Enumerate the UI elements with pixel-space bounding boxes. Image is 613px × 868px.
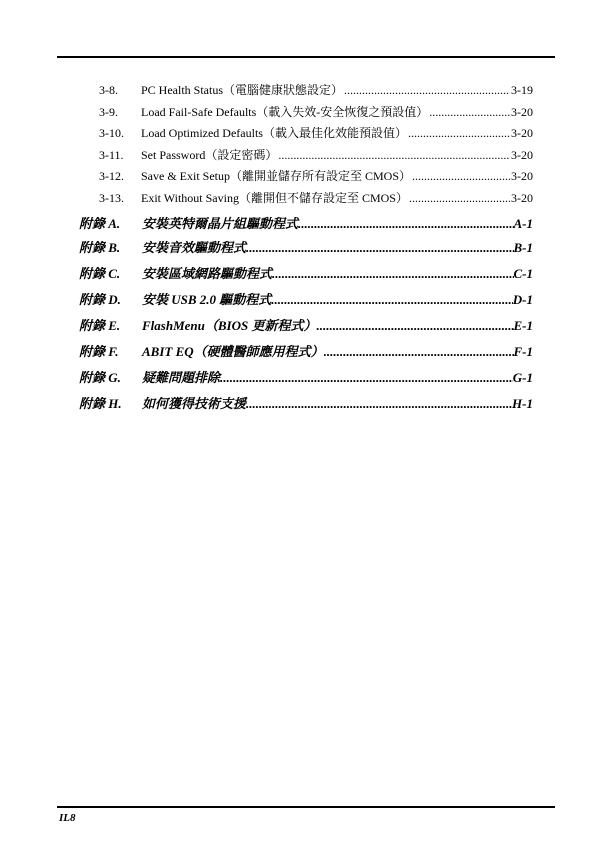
appendix-page: G-1 [512, 370, 533, 385]
toc-entry-title: Load Optimized Defaults（載入最佳化效能預設值） [141, 126, 407, 140]
footer-rule [57, 806, 555, 808]
appendix-title: 安裝 USB 2.0 驅動程式 [142, 292, 272, 307]
appendix-page: F-1 [513, 344, 533, 359]
dot-leader [408, 125, 510, 141]
toc-appendix-g[interactable] [79, 369, 533, 387]
toc-entry-number: 3-13. [99, 191, 124, 205]
appendix-prefix: 附錄 H. [79, 396, 122, 411]
appendix-prefix: 附錄 D. [79, 292, 121, 307]
toc-entry-page: 3-20 [511, 105, 533, 119]
toc-appendix-a[interactable] [79, 215, 533, 233]
appendix-prefix: 附錄 G. [79, 370, 121, 385]
dot-leader [272, 265, 513, 283]
appendix-prefix: 附錄 C. [79, 266, 121, 281]
toc-entry-number: 3-10. [99, 126, 124, 140]
appendix-prefix: 附錄 E. [79, 318, 121, 333]
toc-entry-page: 3-20 [511, 126, 533, 140]
toc-entry-title: Exit Without Saving（離開但不儲存設定至 CMOS） [141, 191, 408, 205]
toc-appendix-d[interactable] [79, 291, 533, 309]
toc-entry-page: 3-20 [511, 148, 533, 162]
appendix-page: C-1 [513, 266, 533, 281]
appendix-title: 安裝區域網路驅動程式 [142, 266, 273, 281]
dot-leader [412, 168, 510, 184]
appendix-page: B-1 [513, 240, 533, 255]
dot-leader [220, 369, 513, 387]
toc-appendix-c[interactable] [79, 265, 533, 283]
appendix-title: ABIT EQ（硬體醫師應用程式） [142, 344, 324, 359]
appendix-title: 疑難問題排除 [142, 370, 221, 385]
appendix-title: 安裝音效驅動程式 [142, 240, 247, 255]
dot-leader [298, 215, 513, 233]
toc-entry-number: 3-11. [99, 148, 124, 162]
appendix-title: 安裝英特爾晶片組驅動程式 [142, 216, 299, 231]
dot-leader [316, 317, 513, 335]
appendix-prefix: 附錄 A. [79, 216, 121, 231]
dot-leader [429, 104, 510, 120]
header-rule [57, 56, 555, 58]
dot-leader [278, 147, 510, 163]
appendix-page: A-1 [513, 216, 533, 231]
dot-leader [324, 343, 514, 361]
toc-entry-page: 3-20 [511, 169, 533, 183]
toc-appendix-h[interactable] [79, 395, 533, 413]
toc-entry-page: 3-20 [511, 191, 533, 205]
dot-leader [271, 291, 512, 309]
appendix-title: 如何獲得技術支援 [142, 396, 247, 411]
toc-entry-title: Load Fail-Safe Defaults（載入失效-安全恢復之預設值） [141, 105, 429, 119]
toc-entry-3-8[interactable] [99, 82, 533, 98]
toc-entry-title: Set Password（設定密碼） [141, 148, 278, 162]
toc-entry-3-12[interactable] [99, 168, 533, 184]
footer-model-label: IL8 [59, 812, 76, 824]
dot-leader [409, 190, 510, 206]
toc-entry-number: 3-8. [99, 83, 118, 97]
appendix-page: H-1 [512, 396, 533, 411]
toc-entry-number: 3-12. [99, 169, 124, 183]
toc-entry-number: 3-9. [99, 105, 118, 119]
toc-appendix-b[interactable] [79, 239, 533, 257]
dot-leader [344, 82, 510, 98]
appendix-page: E-1 [513, 318, 533, 333]
toc-appendix-e[interactable] [79, 317, 533, 335]
toc-entry-3-10[interactable] [99, 125, 533, 141]
dot-leader [246, 239, 513, 257]
appendix-title: FlashMenu（BIOS 更新程式） [142, 318, 317, 333]
dot-leader [246, 395, 512, 413]
toc-entry-page: 3-19 [511, 83, 533, 97]
toc-entry-3-11[interactable] [99, 147, 533, 163]
appendix-page: D-1 [512, 292, 533, 307]
toc-entry-3-9[interactable] [99, 104, 533, 120]
toc-entry-title: PC Health Status（電腦健康狀態設定） [141, 83, 344, 97]
toc-entry-3-13[interactable] [99, 190, 533, 206]
appendix-prefix: 附錄 F. [79, 344, 119, 359]
toc-entry-title: Save & Exit Setup（離開並儲存所有設定至 CMOS） [141, 169, 412, 183]
toc-appendix-f[interactable] [79, 343, 533, 361]
appendix-prefix: 附錄 B. [79, 240, 121, 255]
